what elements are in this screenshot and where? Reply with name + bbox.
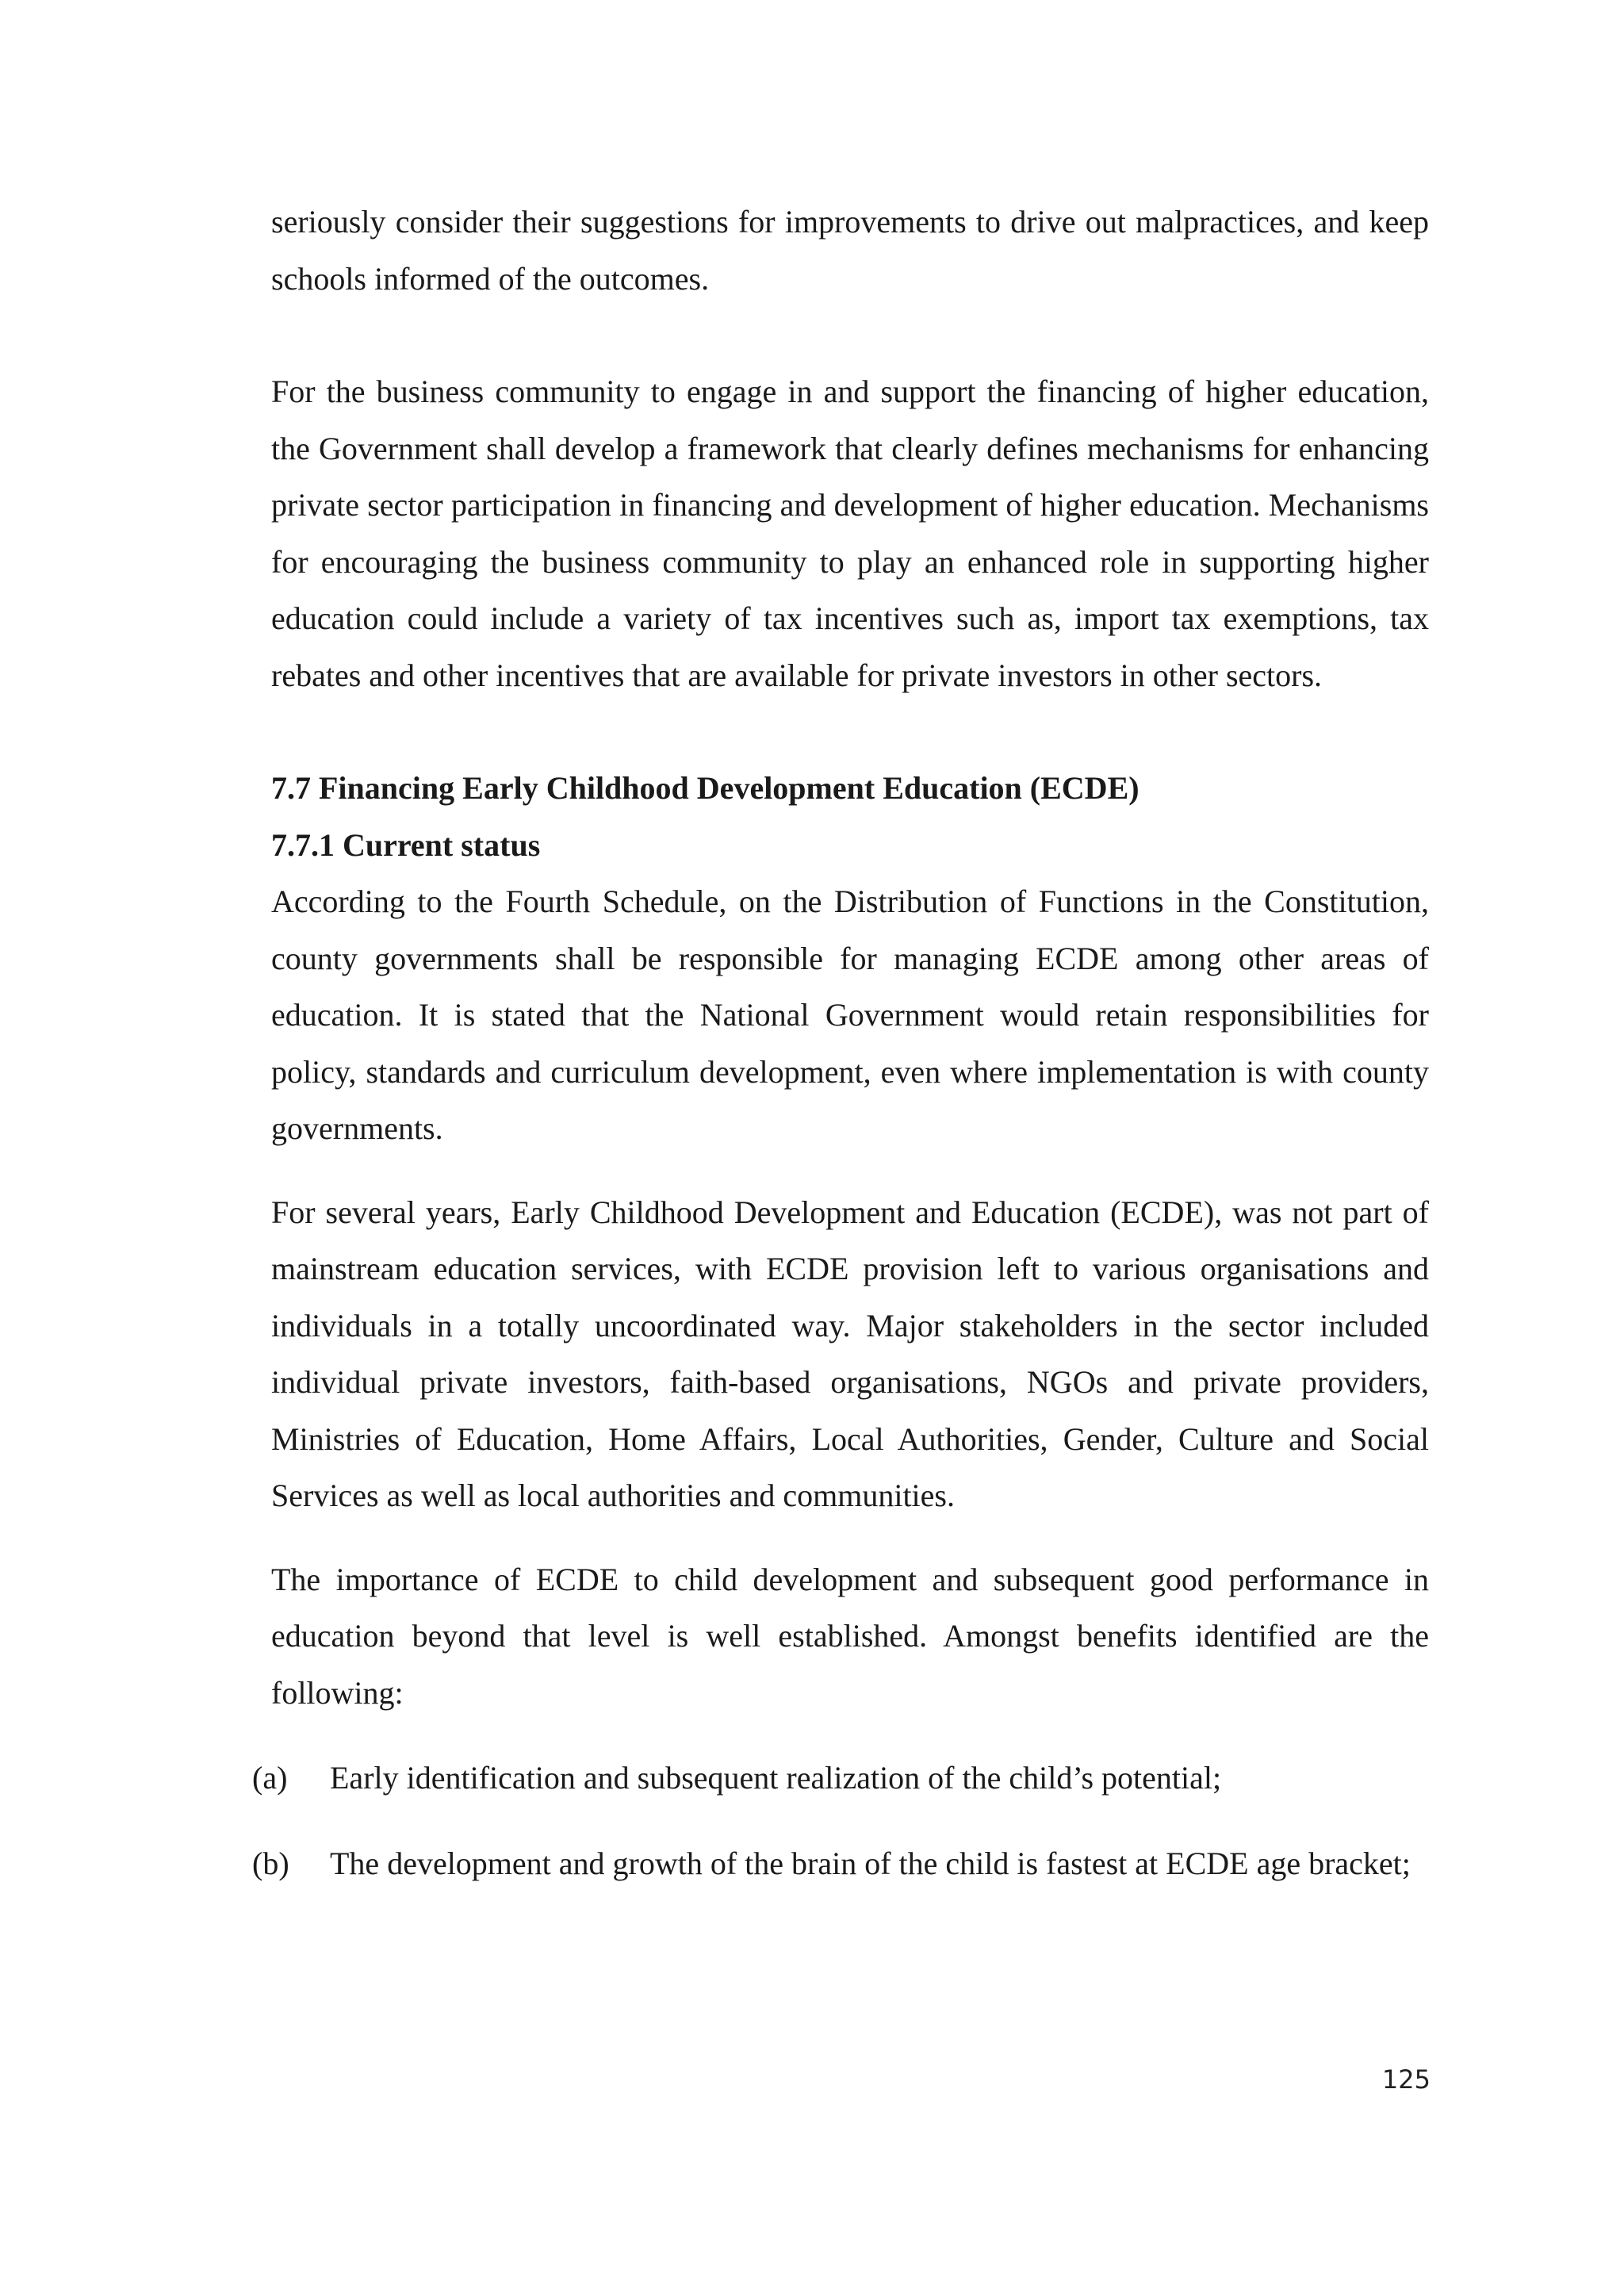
list-item-text: The development and growth of the brain of the child is fastest at ECDE age bracket; bbox=[330, 1845, 1411, 1881]
section-heading: 7.7 Financing Early Childhood Development Education (ECDE) bbox=[271, 770, 1139, 806]
paragraph-fourth-schedule: According to the Fourth Schedule, on the Distribution of Functions in the Constitution, county governments shall be responsible for managing ECDE among other areas of education. It is stated that the National Government would retain responsibilities for policy, standards and curriculum development, even where implementation is with county governments. bbox=[271, 884, 1429, 1146]
list-marker: (b) bbox=[252, 1845, 289, 1881]
paragraph-continuation: seriously consider their suggestions for improvements to drive out malpractices, and keep schools informed of the outcomes. bbox=[271, 204, 1429, 297]
spacer bbox=[271, 1157, 1429, 1184]
list-item bbox=[252, 1835, 1429, 1892]
paragraph-ecde-importance: The importance of ECDE to child development and subsequent good performance in education beyond that level is well established. Amongst benefits identified are the following: bbox=[271, 1561, 1429, 1711]
spacer bbox=[271, 1721, 1429, 1750]
spacer bbox=[271, 703, 1429, 760]
page-number: 125 bbox=[1381, 2064, 1431, 2095]
list-item bbox=[252, 1750, 1429, 1807]
spacer bbox=[271, 307, 1429, 363]
spacer bbox=[271, 1807, 1429, 1835]
subsection-heading: 7.7.1 Current status bbox=[271, 826, 541, 863]
paragraph-business-community: For the business community to engage in and support the financing of higher education, the Government shall develop a framework that clearly defines mechanisms for enhancing private sector participation in financing and development of higher education. Mechanisms for encouraging the business community to play an enhanced role in supporting higher education could include a variety of tax incentives such as, import tax exemptions, tax rebates and other incentives that are available for private investors in other sectors. bbox=[271, 374, 1429, 693]
paragraph-ecde-history: For several years, Early Childhood Development and Education (ECDE), was not part of mainstream education services, with ECDE provision left to various organisations and individuals in a totally uncoordinated way. Major stakeholders in the sector included individual private investors, faith-based organisations, NGOs and private providers, Ministries of Education, Home Affairs, Local Authorities, Gender, Culture and Social Services as well as local authorities and communities. bbox=[271, 1194, 1429, 1513]
spacer bbox=[271, 1524, 1429, 1551]
list-item-text: Early identification and subsequent realization of the child’s potential; bbox=[330, 1760, 1222, 1796]
list-marker: (a) bbox=[252, 1760, 288, 1796]
page-body bbox=[252, 194, 1429, 1892]
